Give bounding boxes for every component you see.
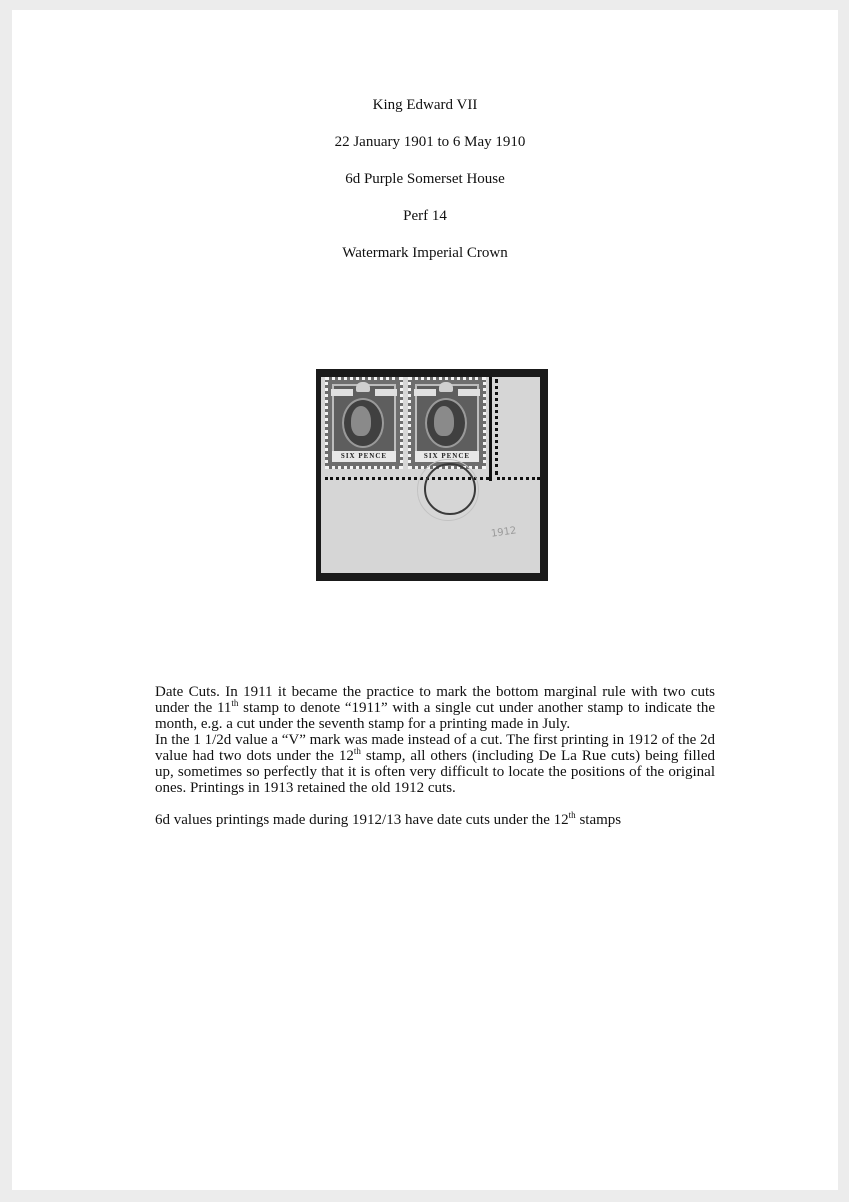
stamp-value-label: SIX PENCE [415, 451, 479, 462]
paragraph-date-cuts: Date Cuts. In 1911 it became the practice to mark the bottom marginal rule with two cuts under the 11th stamp to denote “1911” with a single cut under another stamp to indicate the month, e.g. a cut under the seventh stamp for a printing made in July. [155, 684, 716, 732]
watermark: Watermark Imperial Crown [342, 245, 508, 261]
stamp-image [316, 369, 548, 581]
pencil-note: 1912 [490, 525, 518, 540]
stamp-description: 6d Purple Somerset House [345, 171, 505, 187]
paragraph-6d: 6d values printings made during 1912/13 have date cuts under the 12th stamps [155, 810, 622, 828]
perforation-margin [497, 477, 540, 480]
reign-dates: 22 January 1901 to 6 May 1910 [334, 134, 526, 150]
description-text [155, 684, 715, 828]
perforation-vertical [495, 379, 498, 475]
postmark-circle [424, 463, 476, 515]
stamp-sheet-corner [321, 377, 540, 573]
perforation: Perf 14 [403, 208, 447, 224]
stamp-left [325, 377, 403, 469]
stamp-value-label: SIX PENCE [332, 451, 396, 462]
paragraph-values: In the 1 1/2d value a “V” mark was made instead of a cut. The first printing in 1912 of the 2d value had two dots under the 12th stamp, all others (including De La Rue cuts) being filled up, sometimes so perfectly that it is often very difficult to locate the positions of the original ones. Printings in 1913 retained the old 1912 cuts. [155, 732, 716, 796]
crown-icon [356, 382, 370, 392]
stamp-right [408, 377, 486, 469]
marginal-rule-vertical [489, 377, 492, 481]
page-title: King Edward VII [372, 97, 478, 113]
page-header [12, 96, 838, 281]
king-portrait-icon [434, 406, 454, 436]
king-portrait-icon [351, 406, 371, 436]
crown-icon [439, 382, 453, 392]
album-page [12, 10, 838, 1190]
